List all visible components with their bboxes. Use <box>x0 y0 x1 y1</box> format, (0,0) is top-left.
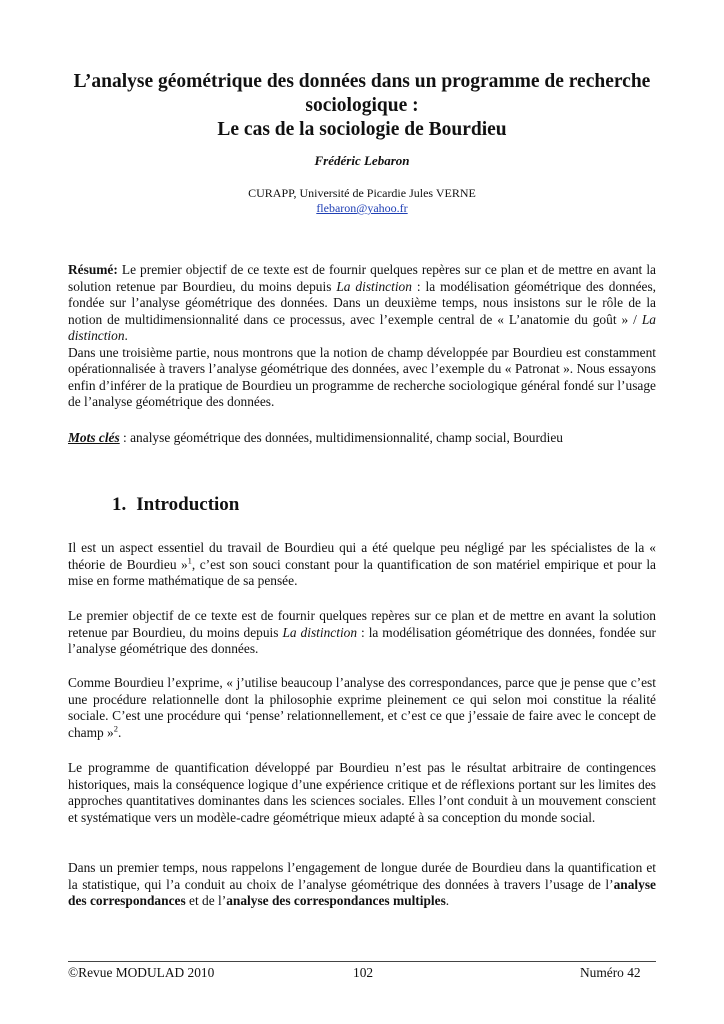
body-p1-text-a: Il est un aspect essentiel du travail de Bourdieu qui a été quelque peu négligé par les spécialistes de la « théorie de Bourdieu » <box>68 540 656 572</box>
footnote-ref-2[interactable]: 2 <box>113 723 118 734</box>
body-p4-text: Le programme de quantification développé par Bourdieu n’est pas le résultat arbitraire de contingences historiques, mais la conséquence logique d’une expérience critique et de réflexions portant sur les limites des approches quantitatives dominantes dans les sciences sociales. Elles l’ont conduit à un mouvement conscient et systématique vers un modèle-cadre géométrique mieux adapté à sa conception du monde social. <box>68 760 656 825</box>
body-p3-text-b: . <box>118 724 122 740</box>
section-title: Introduction <box>136 494 240 515</box>
affiliation-text: CURAPP, Université de Picardie Jules VERNE <box>248 186 476 200</box>
abstract-book-title-2: La distinction <box>68 311 656 343</box>
body-p2-text-b: : la modélisation géométrique des données, fondée sur l’analyse géométrique des données. <box>68 624 656 656</box>
keywords <box>68 430 656 447</box>
body-p5-text-c: . <box>445 893 450 908</box>
body-p5-text-b: et de l’ <box>185 893 227 908</box>
body-p5-term-2: analyse des correspondances multiples <box>226 893 446 908</box>
abstract <box>68 262 656 411</box>
section-heading <box>112 494 239 516</box>
author-name: Frédéric Lebaron <box>314 153 410 168</box>
body-p3-text-a: Comme Bourdieu l’exprime, « j’utilise beaucoup l’analyse des correspondances, parce que je pense que c’est une procédure relationnelle dont la philosophie exprime pleinement ce qui selon moi constitue la réalité sociale. C’est une procédure qui ‘pense’ relationnellement, et c’est ce que j’essaie de faire avec le concept de champ » <box>68 675 656 740</box>
abstract-book-title: La distinction <box>336 278 412 294</box>
keywords-text: : analyse géométrique des données, multidimensionnalité, champ social, Bourdieu <box>119 430 563 445</box>
body-p1-text-b: , c’est son souci constant pour la quantification de son matériel empirique et pour la mise en forme mathématique de sa pensée. <box>68 556 656 588</box>
email-link[interactable]: flebaron@yahoo.fr <box>316 201 408 215</box>
footer-page-number: 102 <box>353 965 374 980</box>
body-paragraph-5 <box>68 860 656 910</box>
body-p2-book-title: La distinction <box>282 624 358 640</box>
abstract-text-b: : la modélisation géométrique des données, fondée sur l’analyse géométrique des données. Dans un deuxième temps, nous insistons sur le rôle de la notion de multidimensionnalité dans ce processus, avec l’exemple central de « L’anatomie du goût » / <box>68 278 657 327</box>
abstract-text-c: . <box>124 328 128 343</box>
author-affiliation <box>0 186 724 216</box>
title-line-2: sociologique : <box>305 95 419 116</box>
body-paragraph-4 <box>68 760 656 826</box>
paper-title <box>70 70 654 142</box>
title-line-1: L’analyse géométrique des données dans un programme de recherche <box>73 71 651 92</box>
body-p5-text-a: Dans un premier temps, nous rappelons l’engagement de longue durée de Bourdieu dans la quantification et la statistique, qui l’a conduit au choix de l’analyse géométrique des données à travers l’usage de l’ <box>68 860 656 892</box>
keywords-label: Mots clés <box>68 430 120 445</box>
body-p5-term-1: analyse des correspondances <box>68 876 656 908</box>
body-paragraph-1 <box>68 540 656 590</box>
footer-journal: ©Revue MODULAD 2010 <box>68 965 215 980</box>
abstract-label: Résumé: <box>68 262 118 277</box>
footer-divider <box>68 961 656 962</box>
section-number: 1. <box>112 494 127 515</box>
body-paragraph-2 <box>68 608 656 658</box>
body-p2-text-a: Le premier objectif de ce texte est de fournir quelques repères sur ce plan et de mettre en avant la solution retenue par Bourdieu, du moins depuis <box>68 608 656 640</box>
footer-issue-number: Numéro 42 <box>580 965 641 980</box>
abstract-paragraph-2: Dans une troisième partie, nous montrons que la notion de champ développée par Bourdieu est constamment opérationnalisée à travers l’analyse géométrique des données, avec l’exemple du « Patronat ». Nous essayons enfin d’inférer de la pratique de Bourdieu un programme de recherche sociologique général fondé sur l’usage de l’analyse géométrique des données. <box>68 344 656 409</box>
abstract-paragraph-1 <box>68 262 656 345</box>
footnote-ref-1[interactable]: 1 <box>187 555 192 566</box>
body-paragraph-3 <box>68 675 656 741</box>
title-line-3: Le cas de la sociologie de Bourdieu <box>217 119 507 140</box>
abstract-text-a: Le premier objectif de ce texte est de fournir quelques repères sur ce plan et de mettre en avant la solution retenue par Bourdieu, du moins depuis <box>68 262 656 294</box>
